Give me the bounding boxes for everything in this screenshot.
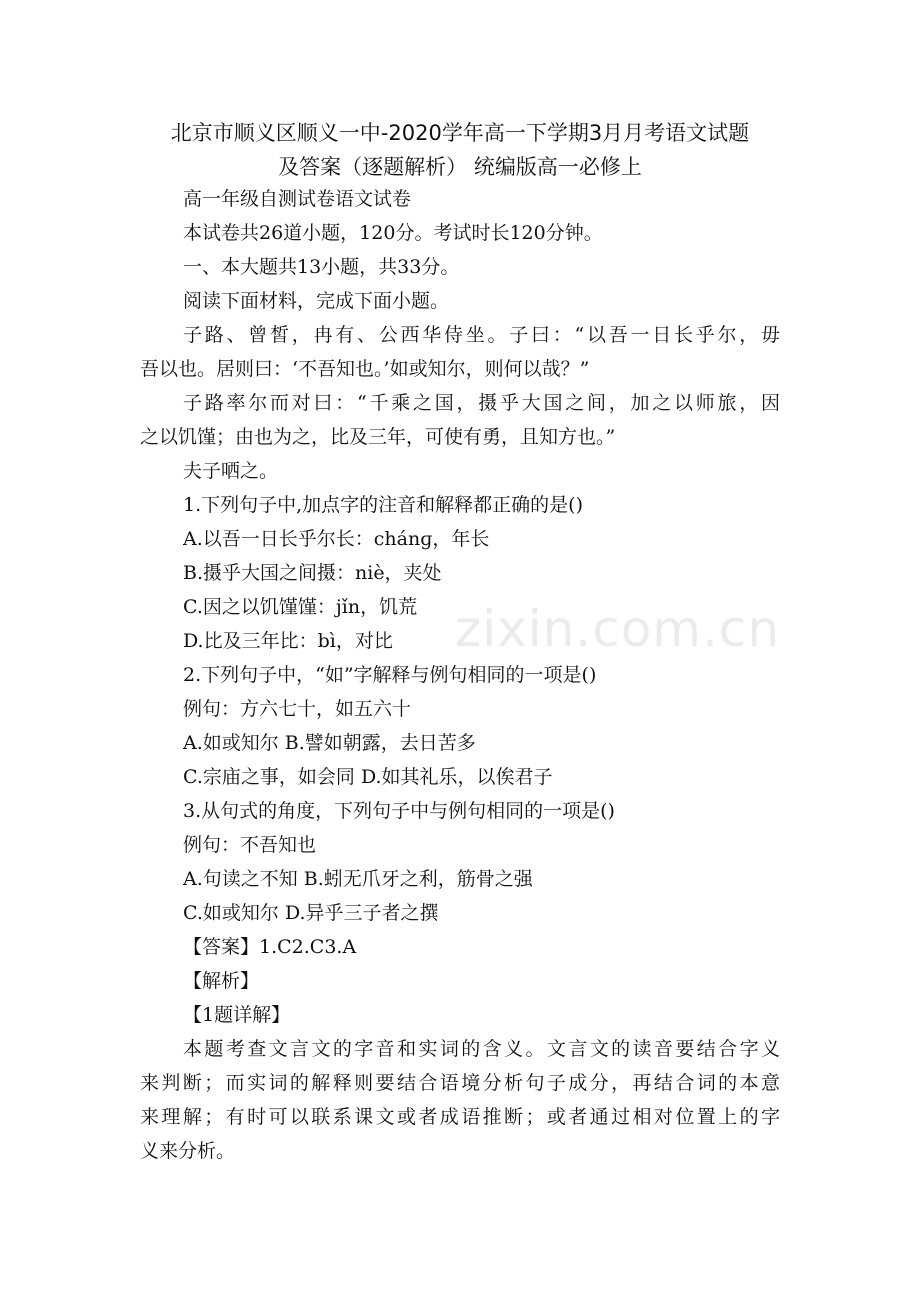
passage-paragraph-1-line-2: 吾以也。居则曰：‘不吾知也。’如或知尔，则何以哉？” xyxy=(140,358,590,380)
explanation-line-3: 来理解；有时可以联系课文或者成语推断；或者通过相对位置上的字 xyxy=(140,1106,780,1128)
question-1-stem: 1.下列句子中,加点字的注音和解释都正确的是() xyxy=(183,494,583,516)
exam-subtitle: 高一年级自测试卷语文试卷 xyxy=(183,188,412,210)
explanation-line-1: 本题考查文言文的字音和实词的含义。文言文的读音要结合字义 xyxy=(183,1038,780,1060)
question-2-stem: 2.下列句子中，“如”字解释与例句相同的一项是() xyxy=(183,664,597,686)
passage-paragraph-2-line-2: 之以饥馑；由也为之，比及三年，可使有勇，且知方也。” xyxy=(140,426,616,448)
exam-intro: 本试卷共26道小题，120分。考试时长120分钟。 xyxy=(183,222,603,244)
passage-paragraph-3: 夫子哂之。 xyxy=(183,460,279,482)
question-1-detail-label: 【1题详解】 xyxy=(183,1004,291,1026)
watermark-text: zixin.com.cn xyxy=(455,600,781,658)
explanation-line-4: 义来分析。 xyxy=(140,1140,236,1162)
question-1-option-d: D.比及三年比：bì，对比 xyxy=(183,630,393,652)
question-3-stem: 3.从句式的角度，下列句子中与例句相同的一项是() xyxy=(183,800,615,822)
reading-instruction: 阅读下面材料，完成下面小题。 xyxy=(183,290,450,312)
question-1-option-b: B.摄乎大国之间摄：niè，夹处 xyxy=(183,562,442,584)
explanation-line-2: 来判断；而实词的解释则要结合语境分析句子成分，再结合词的本意 xyxy=(140,1072,780,1094)
question-1-option-c: C.因之以饥馑馑：jǐn，饥荒 xyxy=(183,596,418,618)
question-2-options-ab: A.如或知尔 B.譬如朝露，去日苦多 xyxy=(183,732,476,754)
question-3-options-ab: A.句读之不知 B.蚓无爪牙之利，筋骨之强 xyxy=(183,868,533,890)
section-heading: 一、本大题共13小题，共33分。 xyxy=(183,256,460,278)
passage-paragraph-2-line-1: 子路率尔而对曰：“千乘之国，摄乎大国之间，加之以师旅，因 xyxy=(183,392,780,414)
document-title-line-1: 北京市顺义区顺义一中-2020学年高一下学期3月月考语文试题 xyxy=(170,121,750,145)
question-3-example: 例句：不吾知也 xyxy=(183,834,317,856)
answer-key: 【答案】1.C2.C3.A xyxy=(183,936,357,958)
document-title-line-2: 及答案（逐题解析） 统编版高一必修上 xyxy=(278,155,642,179)
question-2-options-cd: C.宗庙之事，如会同 D.如其礼乐，以俟君子 xyxy=(183,766,553,788)
question-2-example: 例句：方六七十，如五六十 xyxy=(183,698,412,720)
question-1-option-a: A.以吾一日长乎尔长：chánɡ，年长 xyxy=(183,528,490,550)
passage-paragraph-1-line-1: 子路、曾皙，冉有、公西华侍坐。子曰：“以吾一日长乎尔，毋 xyxy=(183,324,780,346)
analysis-label: 【解析】 xyxy=(183,970,260,992)
question-3-options-cd: C.如或知尔 D.异乎三子者之撰 xyxy=(183,902,439,924)
